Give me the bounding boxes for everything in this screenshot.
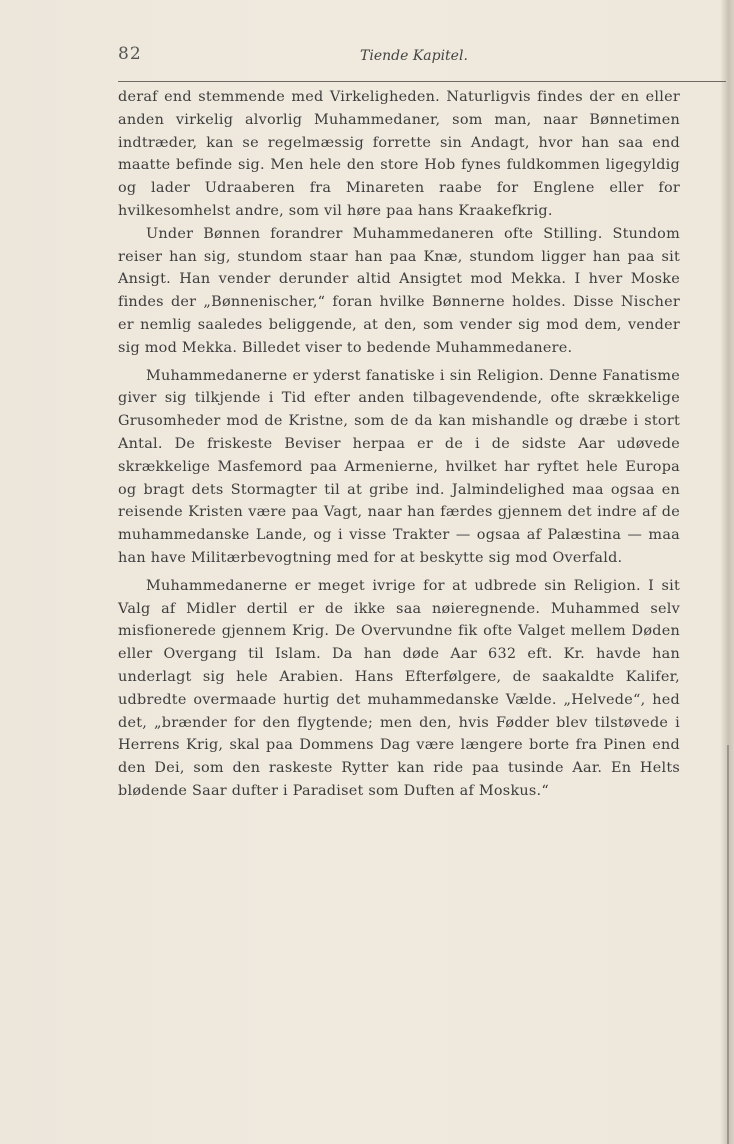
page-edge-line bbox=[727, 745, 729, 1144]
paragraph-3: Muhammedanerne er yderst fanatiske i sin Religion. Denne Fanatisme giver sig tilkjende i Tid efter anden tilbagevendende, ofte skrækkelige Grusomheder mod de Kristne, som de da kan mishandle og dræbe i stort Antal. De friskeste Beviser herpaa er de i de sidste Aar udøvede skrækkelige Masfemord paa Armenierne, hvilket har ryftet hele Europa og bragt dets Stormagter til at gribe ind. Jalmindelighed maa ogsaa en reisende Kristen være paa Vagt, naar han færdes gjennem det indre af de muhammedanske Lande, og i visse Trakter — ogsaa af Palæstina — maa han have Militærbevogtning med for at beskytte sig mod Overfald. bbox=[118, 367, 680, 566]
paragraph-1: deraf end stemmende med Virkeligheden. Naturligvis findes der en eller anden virkelig alvorlig Muhammedaner, som man, naar Bønnetimen indtræder, kan se regelmæssig forrette sin Andagt, hvor han saa end maatte befinde sig. Men hele den store Hob fynes fuldkommen ligegyldig og lader Udraaberen fra Minareten raabe for Englene eller for hvilkesomhelst andre, som vil høre paa hans Kraakefkrig. bbox=[118, 89, 680, 219]
header-rule bbox=[118, 81, 726, 82]
paragraph-2: Under Bønnen forandrer Muhammedaneren ofte Stilling. Stundom reiser han sig, stundom staar han paa Knæ, stundom ligger han paa sit Ansigt. Han vender derunder altid Ansigtet mod Mekka. I hver Moske findes der „Bønnenischer,“ foran hvilke Bønnerne holdes. Disse Nischer er nemlig saaledes beliggende, at den, som vender sig mod dem, vender sig mod Mekka. Billedet viser to bedende Muhammedanere. bbox=[118, 225, 680, 356]
running-title: Tiende Kapitel. bbox=[360, 48, 468, 64]
page-number: 82 bbox=[118, 44, 142, 64]
paragraph-4: Muhammedanerne er meget ivrige for at udbrede sin Religion. I sit Valg af Midler dertil er de ikke saa nøieregnende. Muhammed selv misfionerede gjennem Krig. De Overvundne fik ofte Valget mellem Døden eller Overgang til Islam. Da han døde Aar 632 eft. Kr. havde han underlagt sig hele Arabien. Hans Efterfølgere, de saakaldte Kalifer, udbredte overmaade hurtig det muhammedanske Vælde. „Helvede“, hed det, „brænder for den flygtende; men den, hvis Fødder blev tilstøvede i Herrens Krig, skal paa Dommens Dag være længere borte fra Pinen end den Dei, som den raskeste Rytter kan ride paa tusinde Aar. En Helts blødende Saar dufter i Paradiset som Duften af Moskus.“ bbox=[118, 577, 680, 799]
page-header bbox=[0, 44, 734, 74]
body-text bbox=[118, 86, 680, 803]
